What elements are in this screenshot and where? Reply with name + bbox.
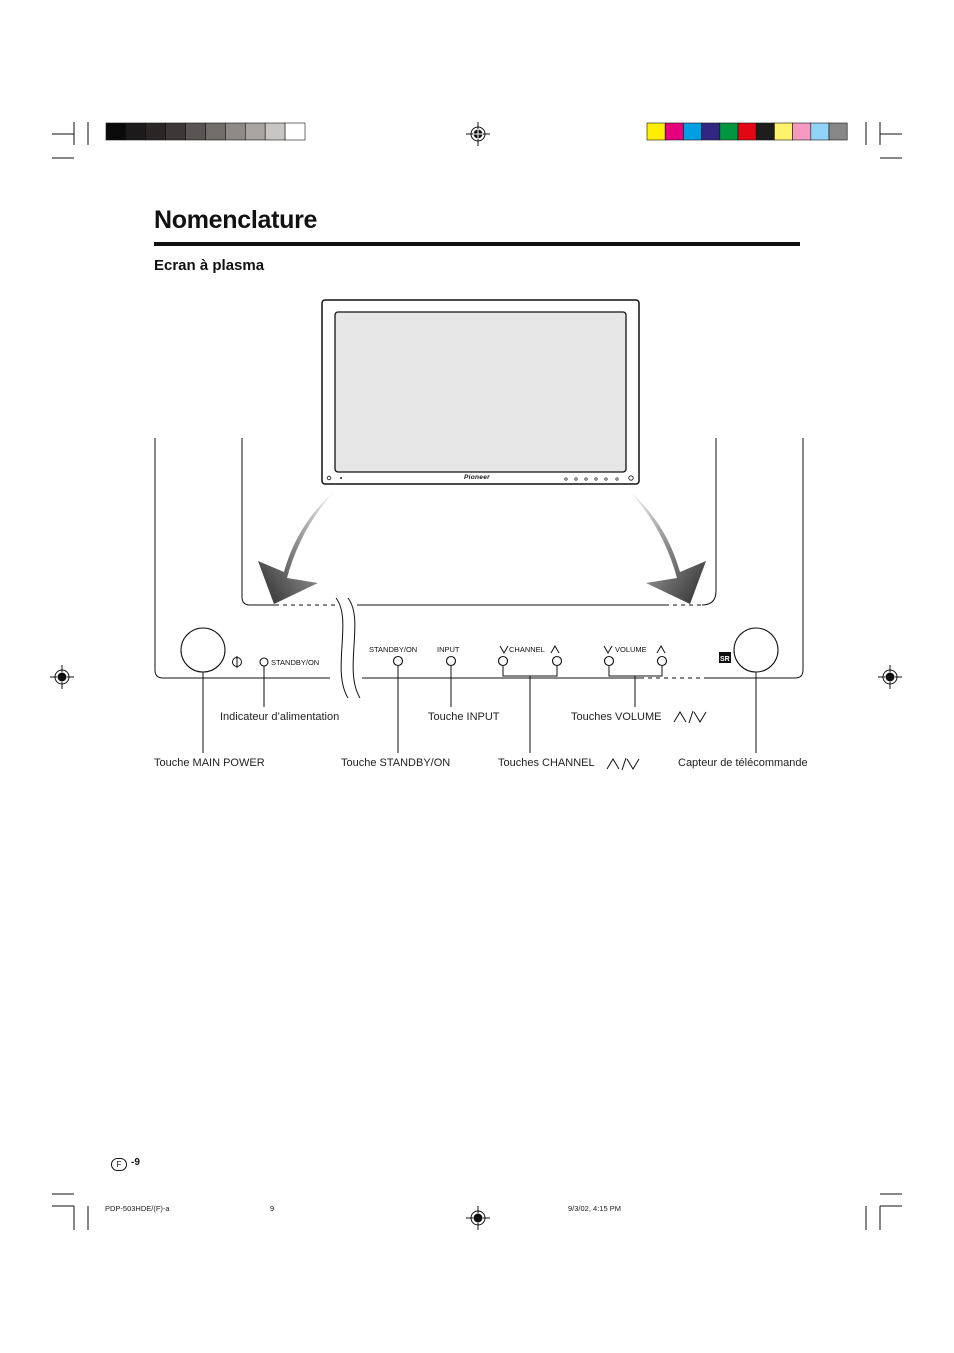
callout-main-power: Touche MAIN POWER (154, 757, 265, 769)
callout-standby: Touche STANDBY/ON (341, 757, 451, 769)
callout-channel-down-icon (627, 759, 639, 769)
plasma-display-illustration (322, 300, 639, 484)
channel-button-label: CHANNEL (509, 645, 545, 654)
calibration-swatch (793, 123, 811, 140)
callout-input: Touche INPUT (428, 711, 500, 723)
callout-remote-sensor: Capteur de télécommande (678, 757, 808, 769)
calibration-swatch (774, 123, 792, 140)
remote-sensor-icon (719, 652, 731, 663)
volume-up-icon (657, 646, 665, 653)
arrow-right-icon (628, 490, 706, 604)
calibration-swatch (665, 123, 683, 140)
calibration-swatch (647, 123, 665, 140)
callout-leaders (203, 666, 756, 753)
title-rule (154, 242, 800, 246)
callout-volume-down-icon (694, 712, 706, 722)
section-title: Ecran à plasma (154, 257, 265, 274)
calibration-swatch (126, 123, 146, 140)
channel-down-icon (500, 646, 508, 653)
calibration-swatch (829, 123, 847, 140)
calibration-swatch (206, 123, 226, 140)
footer-date: 9/3/02, 4:15 PM (568, 1204, 621, 1213)
standby-button-label: STANDBY/ON (369, 645, 418, 654)
callout-power-indicator: Indicateur d’alimentation (220, 711, 340, 723)
calibration-swatch (720, 123, 738, 140)
brand-logo: Pioneer (464, 474, 490, 481)
footer-page: 9 (270, 1204, 275, 1213)
calibration-swatch (146, 123, 166, 140)
callout-volume: Touches VOLUME (571, 711, 662, 723)
page-number: -9 (131, 1157, 140, 1168)
channel-up-icon (551, 646, 559, 653)
callout-channel-up-icon (607, 759, 619, 769)
calibration-swatch (756, 123, 774, 140)
crop-marks (52, 122, 902, 1230)
calibration-swatch (166, 123, 186, 140)
calibration-swatch (245, 123, 265, 140)
calibration-swatch (265, 123, 285, 140)
calibration-swatch (225, 123, 245, 140)
svg-text:SR: SR (720, 656, 730, 663)
callout-volume-up-icon (674, 712, 686, 722)
volume-down-icon (604, 646, 612, 653)
arrow-left-icon (258, 490, 336, 604)
calibration-swatch (683, 123, 701, 140)
power-symbol-icon (233, 656, 242, 668)
footer-doc-id: PDP-503HDE/(F)-a (105, 1204, 170, 1213)
color-calibration-bar (647, 123, 847, 140)
standby-indicator-label: STANDBY/ON (271, 658, 320, 667)
calibration-swatch (106, 123, 126, 140)
calibration-swatch (285, 123, 305, 140)
volume-button-label: VOLUME (615, 645, 647, 654)
calibration-swatch (811, 123, 829, 140)
calibration-swatch (738, 123, 756, 140)
page-title: Nomenclature (154, 206, 318, 234)
registration-marks (50, 122, 902, 1230)
calibration-swatch (702, 123, 720, 140)
callout-channel: Touches CHANNEL (498, 757, 595, 769)
calibration-swatch (186, 123, 206, 140)
input-button-label: INPUT (437, 645, 460, 654)
language-badge: F (111, 1158, 127, 1171)
gray-calibration-bar (106, 123, 305, 140)
